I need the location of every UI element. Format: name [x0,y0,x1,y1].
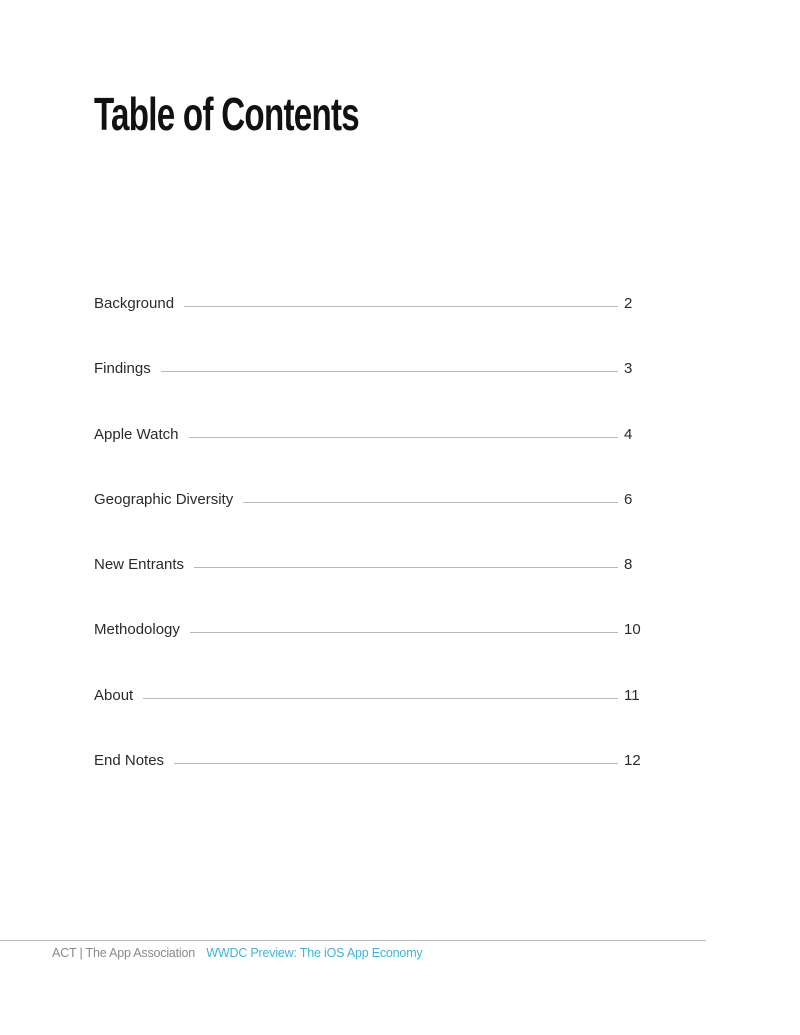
toc-entry-label: Methodology [94,621,180,639]
toc-entry-label: Findings [94,360,151,378]
footer-organization: ACT | The App Association [52,946,196,960]
toc-page-number: 8 [624,556,633,574]
toc-page-number: 4 [624,425,633,443]
footer-document-title: WWDC Preview: The iOS App Economy [206,946,423,960]
page-footer [52,946,422,960]
toc-page-number: 12 [624,752,641,770]
toc-leader-line [143,698,618,699]
toc-page-number: 10 [624,621,641,639]
toc-entry-apple-watch[interactable] [94,420,654,444]
toc-entry-end-notes[interactable] [94,746,654,770]
toc-entry-label: New Entrants [94,556,185,574]
toc-leader-line [194,567,618,568]
toc-leader-line [243,502,618,503]
toc-leader-line [189,437,619,438]
toc-entry-label: End Notes [94,752,165,770]
toc-page-number: 3 [624,360,633,378]
toc-page-number: 6 [624,490,633,508]
toc-leader-line [184,306,618,307]
toc-entry-label: Apple Watch [94,425,179,443]
toc-entry-about[interactable] [94,681,654,705]
table-of-contents [94,289,654,811]
page-title: Table of Contents [94,88,359,140]
toc-entry-findings[interactable] [94,354,654,378]
toc-entry-label: About [94,686,134,704]
toc-entry-label: Geographic Diversity [94,490,234,508]
toc-leader-line [190,632,618,633]
footer-divider [0,940,706,941]
toc-entry-background[interactable] [94,289,654,313]
toc-entry-label: Background [94,295,175,312]
toc-leader-line [161,371,618,372]
toc-leader-line [174,763,618,764]
toc-page-number: 11 [624,686,640,704]
toc-entry-methodology[interactable] [94,615,654,639]
toc-entry-geographic-diversity[interactable] [94,485,654,509]
toc-entry-new-entrants[interactable] [94,550,654,574]
toc-page-number: 2 [624,295,633,312]
